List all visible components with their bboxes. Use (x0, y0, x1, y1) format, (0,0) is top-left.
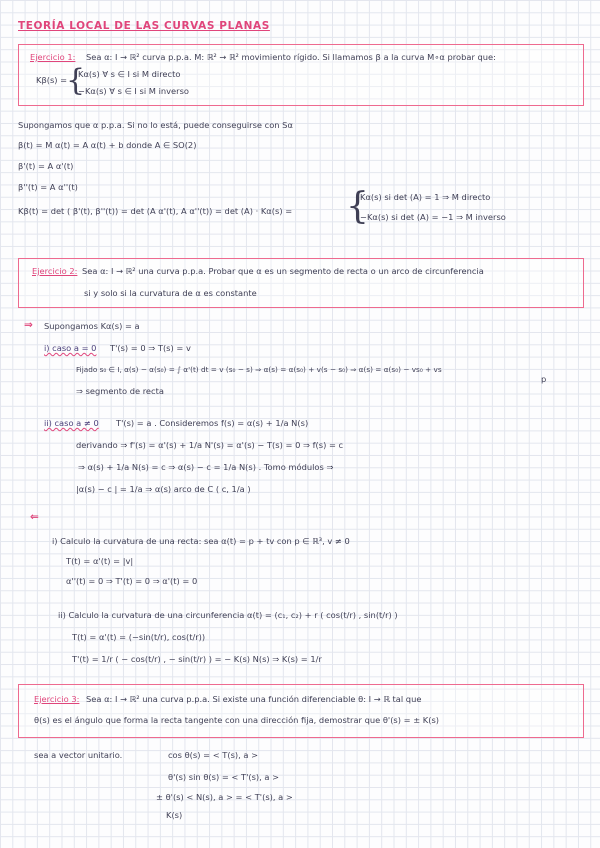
exercise-3-line-1: Sea α: I → ℝ² una curva p.p.a. Si existe una función diferenciable θ: I → ℝ tal que (86, 694, 422, 704)
exercise-3-label (34, 694, 79, 705)
circle-curvature-line-2: T(t) = α'(t) = (−sin(t/r), cos(t/r)) (72, 632, 206, 642)
circle-curvature-line-3: T'(t) = 1/r ( − cos(t/r) , − sin(t/r) ) = − K(s) N(s) ⇒ K(s) = 1/r (72, 654, 322, 664)
solution-1-line-1: Supongamos que α p.p.a. Si no lo está, puede conseguirse con Sα (18, 120, 293, 130)
exercise-1-case-direct: Kα(s) ∀ s ∈ I si M directo (78, 69, 181, 79)
solution-1-case-inverse: −Kα(s) si det (A) = −1 ⇒ M inverso (360, 212, 506, 222)
forward-direction-arrow: ⇒ (24, 319, 33, 331)
line-curvature-line-3: α''(t) = 0 ⇒ T'(t) = 0 ⇒ α'(t) = 0 (66, 576, 198, 586)
exercise-1-statement: Sea α: I → ℝ² curva p.p.a. M: ℝ² → ℝ² movimiento rígido. Si llamamos β a la curva M∘α probar que: (86, 52, 496, 62)
case-a-nonzero-line-3: ⇒ α(s) + 1/a N(s) = c ⇒ α(s) − c = 1/a N(s) . Tomo módulos ⇒ (78, 462, 334, 472)
solution-3-line-4: ± θ'(s) < N(s), a > = < T'(s), a > (156, 792, 293, 802)
circle-curvature-line-1: ii) Calculo la curvatura de una circunferencia α(t) = (c₁, c₂) + r ( cos(t/r) , sin(t/r) ) (58, 610, 398, 620)
solution-1-case-direct: Kα(s) si det (A) = 1 ⇒ M directo (360, 192, 491, 202)
case-a-zero-heading: i) caso a = 0 (44, 343, 97, 353)
solution-1-line-2: β(t) = M α(t) = A α(t) + b donde A ∈ SO(2) (18, 140, 197, 150)
case-a-nonzero-line-4: |α(s) − c | = 1/a ⇒ α(s) arco de C ( c, 1/a ) (76, 484, 251, 494)
exercise-1-label-text: Ejercicio 1: (30, 52, 76, 62)
solution-1-line-3: β'(t) = A α'(t) (18, 161, 74, 171)
exercise-2-line-1: Sea α: I → ℝ² una curva p.p.a. Probar que α es un segmento de recta o un arco de circunferencia (82, 266, 484, 276)
solution-1-line-5: Kβ(t) = det ( β'(t), β''(t)) = det (A α'(t), A α''(t)) = det (A) · Kα(s) = (18, 206, 293, 216)
solution-3-line-5: K(s) (166, 810, 183, 820)
exercise-3-line-2: θ(s) es el ángulo que forma la recta tangente con una dirección fija, demostrar que θ'(s) = ± K(s) (34, 715, 440, 725)
exercise-1-label (30, 52, 75, 63)
case-a-zero-line-2: Fijado s₀ ∈ I, α(s) − α(s₀) = ∫ α'(t) dt = v (s₀ − s) ⇒ α(s) = α(s₀) + v(s − s₀) ⇒ α(s) = α(s₀) − vs₀ + vs (76, 365, 442, 374)
line-curvature-line-1: i) Calculo la curvatura de una recta: sea α(t) = p + tv con p ∈ ℝ³, v ≠ 0 (52, 536, 350, 546)
case-a-nonzero-line-2: derivando ⇒ f'(s) = α'(s) + 1/a N'(s) = α'(s) − T(s) = 0 ⇒ f(s) = c (76, 440, 344, 450)
exercise-1-lhs: Kβ(s) = (36, 75, 68, 85)
exercise-2-label (32, 266, 77, 277)
brace-symbol: { (346, 186, 369, 227)
exercise-3-box (18, 684, 584, 738)
case-a-nonzero-line-1: T'(s) = a . Consideremos f(s) = α(s) + 1/a N(s) (116, 418, 309, 428)
line-curvature-line-2: T(t) = α'(t) = |v| (66, 556, 134, 566)
exercise-3-label-text: Ejercicio 3: (34, 694, 80, 704)
exercise-2-label-text: Ejercicio 2: (32, 266, 78, 276)
case-a-zero-line-1: T'(s) = 0 ⇒ T(s) = v (110, 343, 191, 353)
solution-3-line-2: cos θ(s) = < T(s), a > (168, 750, 259, 760)
solution-1-line-4: β''(t) = A α''(t) (18, 182, 78, 192)
page-title: TEORÍA LOCAL DE LAS CURVAS PLANAS (18, 20, 270, 32)
solution-3-line-3: θ'(s) sin θ(s) = < T'(s), a > (168, 772, 280, 782)
case-a-zero-p-label: p (541, 374, 547, 384)
exercise-2-line-2: si y solo si la curvatura de α es constante (84, 288, 257, 298)
exercise-1-case-inverse: −Kα(s) ∀ s ∈ I si M inverso (78, 86, 189, 96)
solution-2-assumption: Supongamos Kα(s) = a (44, 321, 140, 331)
case-a-zero-line-3: ⇒ segmento de recta (76, 386, 164, 396)
case-a-nonzero-heading: ii) caso a ≠ 0 (44, 418, 99, 428)
solution-3-line-1: sea a vector unitario. (34, 750, 123, 760)
brace-symbol: { (66, 63, 86, 98)
backward-direction-arrow: ⇐ (30, 511, 39, 523)
